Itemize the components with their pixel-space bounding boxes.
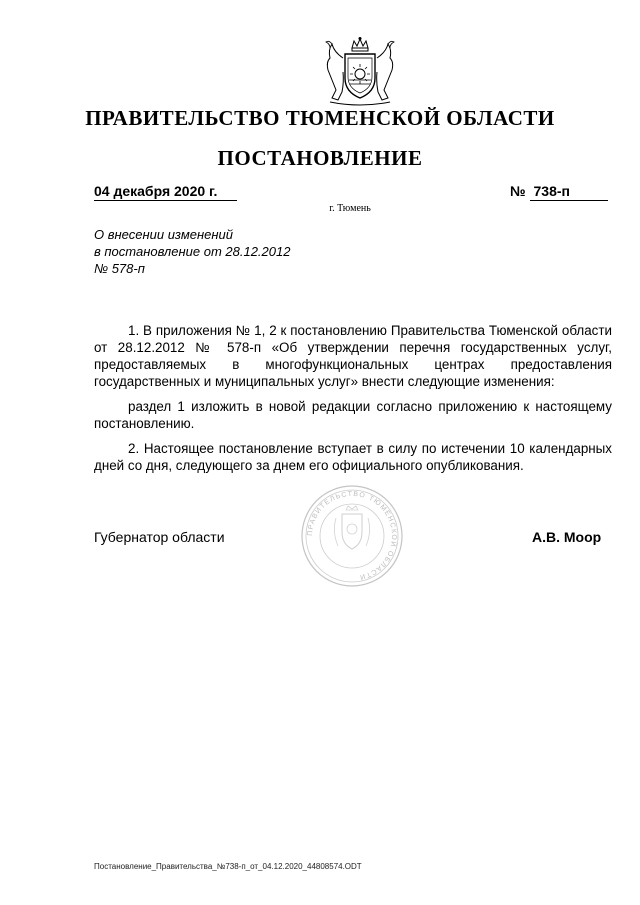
- number-prefix: №: [510, 183, 526, 199]
- coat-of-arms-emblem: [318, 36, 402, 108]
- organization-title: ПРАВИТЕЛЬСТВО ТЮМЕНСКОЙ ОБЛАСТИ: [85, 106, 555, 130]
- subject-line: О внесении изменений: [94, 227, 233, 242]
- document-type-title: ПОСТАНОВЛЕНИЕ: [217, 146, 423, 170]
- document-number-block: [510, 183, 608, 201]
- subject-line: в постановление от 28.12.2012: [94, 244, 291, 259]
- body-paragraph: 1. В приложения № 1, 2 к постановлению Правительства Тюменской области от 28.12.2012 № 578-п «Об утверждении перечня государственных услуг, предоставляемых в многофункциональных центрах предоставления государственных и муниципальных услуг» внести следующие изменения:: [94, 323, 612, 389]
- document-number: 738-п: [530, 183, 608, 201]
- footer-filename: Постановление_Правительства_№738-п_от_04.12.2020_44808574.ODT: [94, 862, 362, 871]
- body-paragraph: раздел 1 изложить в новой редакции согласно приложению к настоящему постановлению.: [94, 399, 612, 431]
- body-paragraph: 2. Настоящее постановление вступает в силу по истечении 10 календарных дней со дня, следующего за днем его официального опубликования.: [94, 441, 612, 473]
- document-date: 04 декабря 2020 г.: [94, 183, 237, 201]
- seal-ring-text: ПРАВИТЕЛЬСТВО ТЮМЕНСКОЙ ОБЛАСТИ: [306, 490, 398, 581]
- document-body: [94, 322, 612, 482]
- city-label: г. Тюмень: [329, 203, 371, 214]
- signatory-name: А.В. Моор: [532, 529, 602, 545]
- official-seal-stamp: [300, 484, 404, 588]
- signatory-title: Губернатор области: [94, 529, 225, 545]
- subject-line: № 578-п: [94, 261, 145, 276]
- document-subject: [94, 226, 290, 277]
